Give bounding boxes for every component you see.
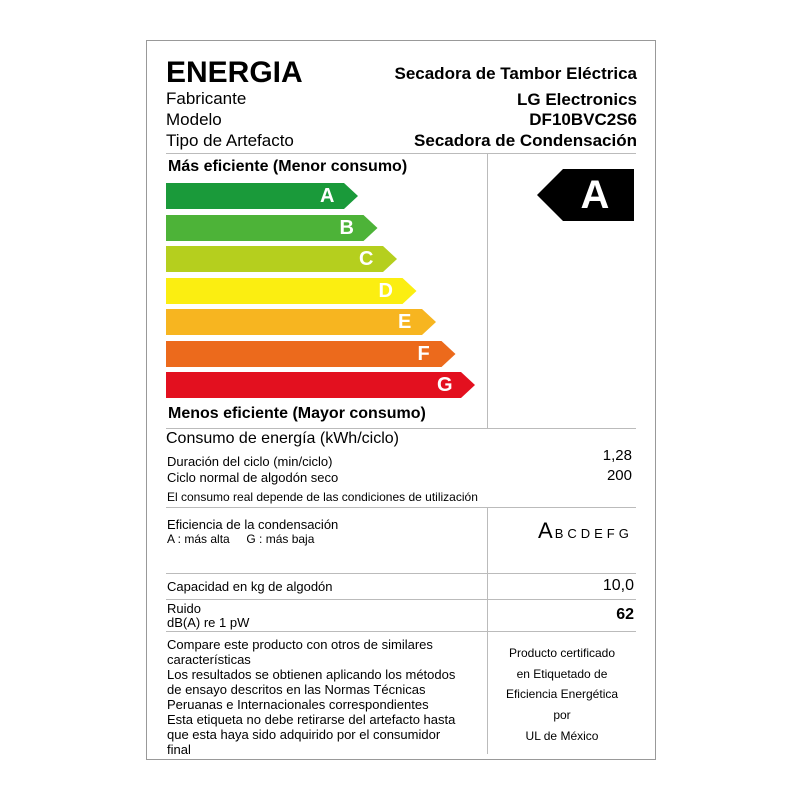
noise-label: Ruido [167,601,201,616]
cotton-cycle-value: 200 [606,467,632,484]
model-value: DF10BVC2S6 [529,110,637,129]
condensation-other-classes: BCDEFG [554,526,633,541]
certification-line: UL de México [525,728,599,743]
efficiency-class-letter: C [359,248,374,270]
divider [166,573,636,574]
footer-line: de ensayo descritos en las Normas Técnicas [167,682,426,697]
condensation-scale [538,518,633,544]
appliance-type-label: Tipo de Artefacto [166,131,294,150]
efficiency-class-letter: G [437,374,453,396]
condensation-selected-class: A [538,518,553,543]
efficiency-class-letter: A [320,185,335,207]
certification-line: por [553,708,571,723]
noise-value: 62 [616,606,634,623]
rating-indicator [537,169,634,226]
manufacturer-label: Fabricante [166,89,247,108]
divider [487,153,488,428]
efficiency-class-letter: D [378,279,393,302]
footer-line: que esta haya sido adquirido por el consumidor [167,727,441,742]
divider [166,428,636,429]
scale-bottom-label: Menos eficiente (Mayor consumo) [168,405,426,422]
footer-line: Peruanas e Internacionales correspondientes [167,697,429,712]
footer-line: Compare este producto con otros de similares [167,637,433,652]
appliance-type-value: Secadora de Condensación [414,131,637,150]
label-title: ENERGIA [166,56,303,89]
efficiency-class-letter: F [417,342,430,365]
footer-line: Los resultados se obtienen aplicando los métodos [167,667,456,682]
efficiency-class-letter: E [398,311,412,333]
cycle-duration-value: 1,28 [602,447,632,464]
certification-line: Producto certificado [508,646,616,660]
footer-line: características [167,652,251,667]
consumption-note: El consumo real depende de las condiciones de utilización [167,490,478,504]
cycle-duration-label: Duración del ciclo (min/ciclo) [167,454,333,469]
consumption-heading: Consumo de energía (kWh/ciclo) [166,430,399,447]
certification-text [490,643,634,747]
condensation-label: Eficiencia de la condensación [167,517,339,532]
footer-line: Esta etiqueta no debe retirarse del artefacto hasta [167,712,456,727]
divider [166,599,636,600]
model-label: Modelo [166,110,222,129]
cotton-cycle-label: Ciclo normal de algodón seco [167,470,339,485]
class-arrow-shape [166,309,436,335]
manufacturer-value: LG Electronics [517,90,637,109]
certification-line: en Etiquetado de [516,666,608,681]
divider [166,507,636,508]
product-type: Secadora de Tambor Eléctrica [394,64,637,83]
scale-top-label: Más eficiente (Menor consumo) [168,158,408,175]
class-arrow-shape [166,372,475,398]
footer-notes [167,637,455,757]
efficiency-class-letter: B [339,216,354,239]
noise-unit: dB(A) re 1 pW [167,615,250,630]
certification-line: Eficiencia Energética [505,687,619,702]
rating-letter: A [580,173,610,217]
capacity-label: Capacidad en kg de algodón [167,579,333,594]
footer-line: final [167,742,191,757]
capacity-value: 10,0 [602,577,634,594]
condensation-legend: A : más alta G : más baja [167,532,315,546]
divider [166,631,636,632]
divider [166,153,636,154]
class-arrow-shape [166,341,456,367]
